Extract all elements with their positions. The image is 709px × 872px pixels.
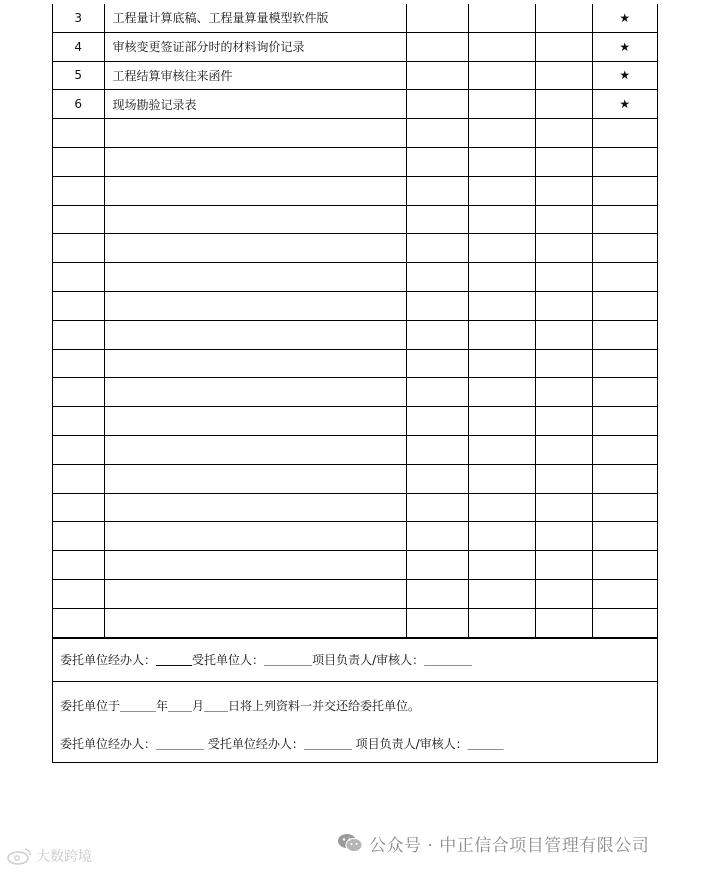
empty-cell [406,90,468,119]
empty-cell [468,435,535,464]
required-mark-cell [592,493,657,522]
table-row [53,234,657,263]
empty-cell [535,205,592,234]
empty-cell [406,205,468,234]
empty-cell [406,464,468,493]
empty-cell [468,32,535,61]
row-number-cell [53,119,104,148]
empty-cell [468,349,535,378]
table-row [53,551,657,580]
table-row [53,608,657,637]
empty-cell [468,464,535,493]
required-mark-cell [592,176,657,205]
empty-cell [535,32,592,61]
item-name-cell [104,407,406,436]
row-number-cell [53,263,104,292]
row-number-cell [53,464,104,493]
row-number-cell [53,176,104,205]
empty-cell [535,464,592,493]
item-name-cell [104,176,406,205]
empty-cell [406,522,468,551]
required-mark-cell [592,551,657,580]
empty-cell [468,263,535,292]
row-number-cell: 4 [53,32,104,61]
empty-cell [535,522,592,551]
project-lead-label: 项目负责人/审核人： [312,653,425,668]
empty-cell [535,234,592,263]
table-row [53,61,657,90]
watermark [6,846,92,866]
row-number-cell [53,320,104,349]
watermark-text: 大数跨境 [36,849,92,865]
empty-cell [406,378,468,407]
item-name-cell [104,320,406,349]
row-number-cell: 5 [53,61,104,90]
row-number-cell [53,234,104,263]
document-sheet [52,4,658,763]
empty-cell [468,493,535,522]
empty-cell [468,234,535,263]
empty-cell [406,119,468,148]
empty-cell [535,176,592,205]
item-name-cell [104,234,406,263]
item-name-cell [104,291,406,320]
empty-cell [535,263,592,292]
table-row [53,263,657,292]
empty-cell [535,147,592,176]
table-row [53,493,657,522]
empty-cell [468,90,535,119]
required-mark-cell [592,205,657,234]
required-mark-cell [592,234,657,263]
client-handler-label: 委托单位经办人： [60,653,157,668]
empty-cell [468,176,535,205]
table-row [53,291,657,320]
empty-cell [468,119,535,148]
handover-signature-line [53,638,657,682]
empty-cell [406,493,468,522]
trustee-label: 受托单位人： [192,653,265,668]
empty-cell [468,147,535,176]
weibo-icon [6,847,32,865]
required-mark-cell [592,349,657,378]
item-name-cell [104,522,406,551]
empty-cell [468,4,535,32]
required-mark-cell: ★ [592,61,657,90]
required-mark-cell [592,320,657,349]
empty-cell [535,4,592,32]
required-mark-cell [592,119,657,148]
table-row [53,522,657,551]
empty-cell [406,291,468,320]
empty-cell [468,205,535,234]
empty-cell [535,119,592,148]
item-name-cell [104,349,406,378]
table-row [53,579,657,608]
row-number-cell [53,205,104,234]
item-name-cell [104,435,406,464]
item-name-cell [104,464,406,493]
empty-cell [468,320,535,349]
required-mark-cell: ★ [592,90,657,119]
empty-cell [468,551,535,580]
row-number-cell [53,349,104,378]
table-row [53,176,657,205]
required-mark-cell [592,522,657,551]
empty-cell [468,579,535,608]
row-number-cell [53,147,104,176]
empty-cell [406,349,468,378]
row-number-cell [53,435,104,464]
return-statement: 委托单位于＿＿＿年＿＿月＿＿日将上列资料一并交还给委托单位。 [60,698,421,713]
item-name-cell: 工程结算审核往来函件 [104,61,406,90]
client-handler-blank: ＿＿＿ [156,653,193,668]
materials-table [53,4,657,638]
table-body [53,4,657,637]
table-row [53,320,657,349]
empty-cell [535,61,592,90]
empty-cell [406,320,468,349]
row-number-cell [53,579,104,608]
item-name-cell [104,493,406,522]
empty-cell [406,579,468,608]
empty-cell [468,61,535,90]
empty-cell [535,349,592,378]
empty-cell [535,579,592,608]
empty-cell [406,551,468,580]
item-name-cell [104,263,406,292]
table-row [53,464,657,493]
item-name-cell [104,551,406,580]
footer-attribution [337,828,697,858]
empty-cell [406,234,468,263]
required-mark-cell [592,291,657,320]
wechat-icon [337,833,363,853]
empty-cell [535,291,592,320]
required-mark-cell [592,435,657,464]
return-signature-line: 委托单位经办人：＿＿＿＿ 受托单位经办人：＿＿＿＿ 项目负责人/审核人：＿＿＿ [60,736,504,751]
item-name-cell: 审核变更签证部分时的材料询价记录 [104,32,406,61]
table-row [53,349,657,378]
table-row [53,435,657,464]
empty-cell [468,378,535,407]
item-name-cell [104,147,406,176]
row-number-cell: 6 [53,90,104,119]
empty-cell [535,90,592,119]
empty-cell [535,551,592,580]
required-mark-cell: ★ [592,4,657,32]
required-mark-cell [592,263,657,292]
project-lead-blank: ＿＿＿＿ [424,653,473,668]
empty-cell [468,291,535,320]
empty-cell [406,32,468,61]
empty-cell [535,320,592,349]
row-number-cell [53,608,104,637]
item-name-cell [104,119,406,148]
item-name-cell [104,579,406,608]
item-name-cell: 现场勘验记录表 [104,90,406,119]
required-mark-cell [592,579,657,608]
required-mark-cell [592,464,657,493]
empty-cell [535,378,592,407]
empty-cell [406,263,468,292]
required-mark-cell [592,608,657,637]
item-name-cell: 工程量计算底稿、工程量算量模型软件版 [104,4,406,32]
empty-cell [535,608,592,637]
empty-cell [406,147,468,176]
empty-cell [535,407,592,436]
row-number-cell [53,551,104,580]
table-row [53,147,657,176]
item-name-cell [104,378,406,407]
row-number-cell [53,291,104,320]
table-row [53,407,657,436]
empty-cell [406,608,468,637]
table-row [53,32,657,61]
item-name-cell [104,205,406,234]
empty-cell [406,435,468,464]
row-number-cell [53,407,104,436]
required-mark-cell: ★ [592,32,657,61]
table-row [53,90,657,119]
empty-cell [406,61,468,90]
empty-cell [406,4,468,32]
row-number-cell [53,378,104,407]
empty-cell [468,608,535,637]
table-row [53,378,657,407]
table-row [53,4,657,32]
empty-cell [406,407,468,436]
empty-cell [468,522,535,551]
return-block [53,682,657,762]
footer-text: 公众号 · 中正信合项目管理有限公司 [369,835,650,856]
row-number-cell: 3 [53,4,104,32]
empty-cell [535,435,592,464]
required-mark-cell [592,378,657,407]
required-mark-cell [592,407,657,436]
empty-cell [468,407,535,436]
row-number-cell [53,493,104,522]
table-row [53,205,657,234]
empty-cell [535,493,592,522]
required-mark-cell [592,147,657,176]
item-name-cell [104,608,406,637]
table-row [53,119,657,148]
row-number-cell [53,522,104,551]
trustee-blank: ＿＿＿＿ [264,653,313,668]
empty-cell [406,176,468,205]
